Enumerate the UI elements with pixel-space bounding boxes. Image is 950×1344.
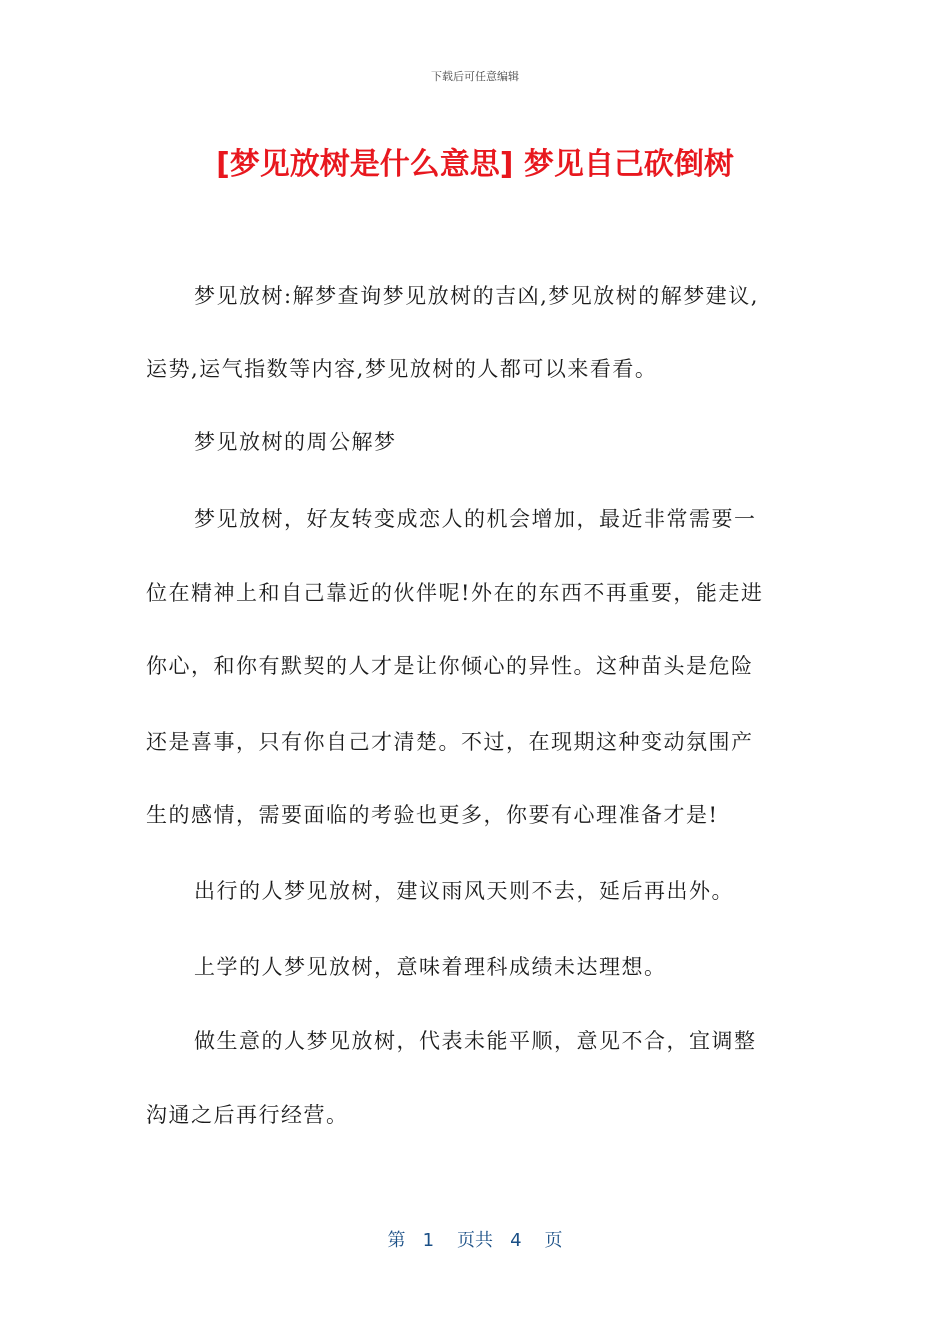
paragraph-line: 你心，和你有默契的人才是让你倾心的异性。这种苗头是危险 <box>146 654 754 678</box>
paragraph-line: 上学的人梦见放树，意味着理科成绩未达理想。 <box>194 955 667 979</box>
document-title: [梦见放树是什么意思] 梦见自己砍倒树 <box>216 147 734 182</box>
footer-total-pages: 4 <box>510 1230 522 1251</box>
page-footer <box>0 1226 950 1252</box>
footer-middle: 页共 <box>457 1230 493 1251</box>
footer-current-page: 1 <box>422 1230 435 1251</box>
paragraph-line: 位在精神上和自己靠近的伙伴呢!外在的东西不再重要，能走进 <box>146 581 764 605</box>
paragraph-line: 梦见放树，好友转变成恋人的机会增加，最近非常需要一 <box>194 507 757 531</box>
paragraph-line: 沟通之后再行经营。 <box>146 1103 349 1127</box>
paragraph-line: 梦见放树:解梦查询梦见放树的吉凶,梦见放树的解梦建议, <box>194 284 759 308</box>
paragraph-line: 生的感情，需要面临的考验也更多，你要有心理准备才是! <box>146 803 719 827</box>
footer-suffix: 页 <box>544 1230 563 1251</box>
paragraph-line: 出行的人梦见放树，建议雨风天则不去，延后再出外。 <box>194 879 734 903</box>
paragraph-line: 还是喜事，只有你自己才清楚。不过，在现期这种变动氛围产 <box>146 730 754 754</box>
footer-prefix: 第 <box>387 1230 406 1251</box>
paragraph-line: 运势,运气指数等内容,梦见放树的人都可以来看看。 <box>146 357 658 381</box>
paragraph-line: 做生意的人梦见放树，代表未能平顺，意见不合，宜调整 <box>194 1029 757 1053</box>
section-heading: 梦见放树的周公解梦 <box>194 430 397 454</box>
header-note: 下载后可任意编辑 <box>431 70 519 83</box>
